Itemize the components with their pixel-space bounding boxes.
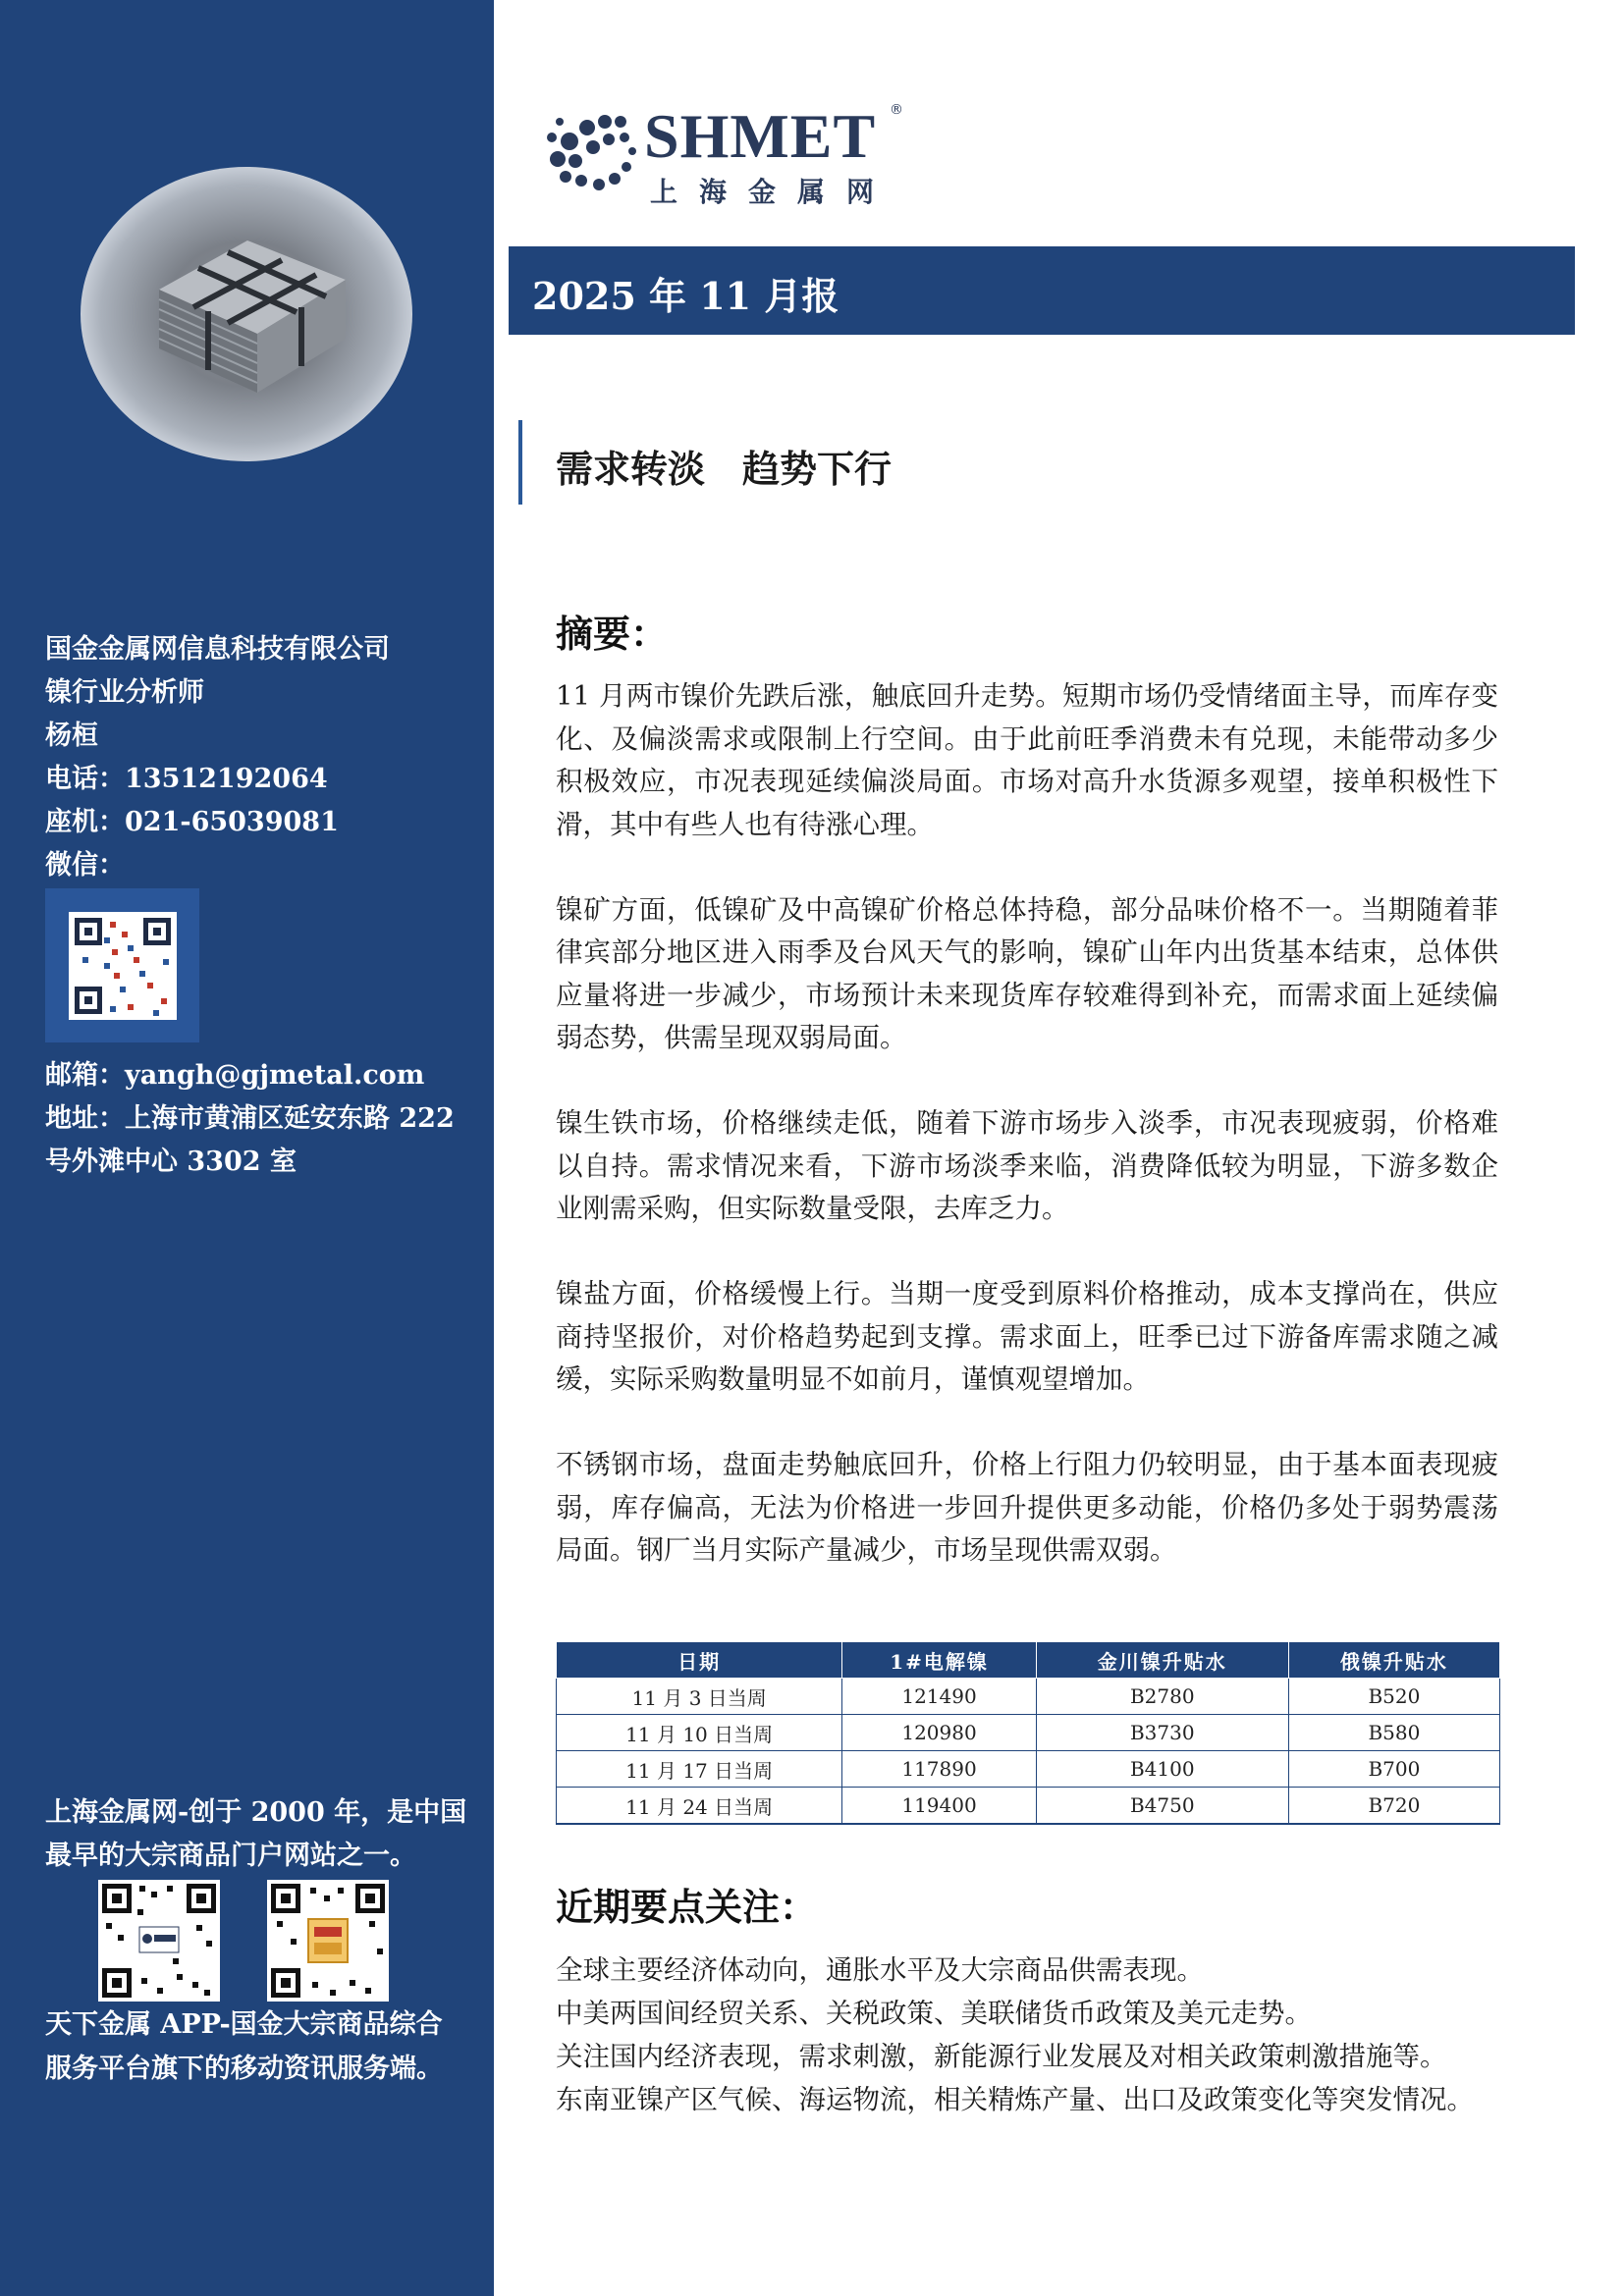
cell-jinchuan: B3730 [1036, 1715, 1288, 1751]
cell-russian: B720 [1288, 1788, 1499, 1825]
cell-jinchuan: B2780 [1036, 1679, 1288, 1715]
col-header-jinchuan-premium: 金川镍升贴水 [1036, 1642, 1288, 1679]
analyst-contact [45, 628, 467, 887]
col-header-russian-premium: 俄镍升贴水 [1288, 1642, 1499, 1679]
report-period-banner [509, 246, 1575, 335]
table-header-row [557, 1642, 1500, 1679]
registered-mark: ® [890, 102, 903, 118]
cell-price: 121490 [842, 1679, 1036, 1715]
phone: 电话：13512192064 [45, 764, 328, 794]
focus-heading: 近期要点关注： [556, 1885, 818, 1929]
report-period: 2025 年 11 月报 [532, 274, 839, 318]
nickel-plates-photo [81, 167, 412, 461]
wechat-qr-code [45, 888, 199, 1042]
abstract-heading: 摘要： [556, 612, 669, 656]
cell-jinchuan: B4100 [1036, 1751, 1288, 1788]
app-qr-code [267, 1880, 389, 2002]
cell-date: 11 月 3 日当周 [557, 1679, 842, 1715]
abstract-paragraph: 11 月两市镍价先跌后涨，触底回升走势。短期市场仍受情绪面主导，而库存变化、及偏淡需求或限制上行空间。由于此前旺季消费未有兑现，未能带动多少积极效应，市况表现延续偏淡局面。市场对高升水货源多观望，接单积极性下滑，其中有些人也有待涨心理。 [556, 680, 1498, 840]
shmet-logo [540, 98, 913, 206]
cell-price: 119400 [842, 1788, 1036, 1825]
wechat-label: 微信： [45, 850, 125, 881]
col-header-electrolytic-nickel: 1#电解镍 [842, 1642, 1036, 1679]
shmet-intro: 上海金属网-创于 2000 年，是中国最早的大宗商品门户网站之一。 [45, 1797, 467, 1871]
focus-item: 关注国内经济表现，需求刺激，新能源行业发展及对相关政策刺激措施等。 [556, 2041, 1447, 2072]
cell-date: 11 月 17 日当周 [557, 1751, 842, 1788]
analyst-name: 杨桓 [45, 721, 98, 751]
focus-item: 全球主要经济体动向，通胀水平及大宗商品供需表现。 [556, 1954, 1204, 1986]
table-row [557, 1751, 1500, 1788]
cell-date: 11 月 10 日当周 [557, 1715, 842, 1751]
cell-date: 11 月 24 日当周 [557, 1788, 842, 1825]
cell-russian: B580 [1288, 1715, 1499, 1751]
logo-wordmark: SHMET [644, 101, 877, 171]
nickel-price-table [556, 1641, 1500, 1825]
analyst-contact-2 [45, 1054, 467, 1184]
headline-accent-bar [518, 420, 522, 505]
cell-price: 117890 [842, 1751, 1036, 1788]
cell-jinchuan: B4750 [1036, 1788, 1288, 1825]
sidebar [0, 0, 494, 2296]
focus-list [556, 1949, 1518, 2121]
landline: 座机：021-65039081 [45, 807, 339, 837]
abstract-paragraph: 镍盐方面，价格缓慢上行。当期一度受到原料价格推动，成本支撑尚在，供应商持坚报价，对价格趋势起到支撑。需求面上，旺季已过下游备库需求随之减缓，实际采购数量明显不如前月，谨慎观望增加。 [556, 1278, 1498, 1395]
table-row [557, 1788, 1500, 1825]
abstract-paragraph: 镍矿方面，低镍矿及中高镍矿价格总体持稳，部分品味价格不一。当期随着菲律宾部分地区进入雨季及台风天气的影响，镍矿山年内出货基本结束，总体供应量将进一步减少，市场预计未来现货库存较难得到补充，而需求面上延续偏弱态势，供需呈现双弱局面。 [556, 893, 1498, 1053]
company-name: 国金金属网信息科技有限公司 [45, 634, 390, 665]
logo-chinese-name: 上海金属网 [650, 176, 896, 208]
address: 地址：上海市黄浦区延安东路 222 号外滩中心 3302 室 [45, 1103, 455, 1177]
col-header-date: 日期 [557, 1642, 842, 1679]
table-row [557, 1679, 1500, 1715]
shmet-qr-code [98, 1880, 220, 2002]
app-intro: 天下金属 APP-国金大宗商品综合服务平台旗下的移动资讯服务端。 [45, 2009, 443, 2084]
abstract-body [556, 675, 1498, 1615]
abstract-paragraph: 不锈钢市场，盘面走势触底回升，价格上行阻力仍较明显，由于基本面表现疲弱，库存偏高，无法为价格进一步回升提供更多动能，价格仍多处于弱势震荡局面。钢厂当月实际产量减少，市场呈现供需双弱。 [556, 1449, 1498, 1566]
cell-russian: B700 [1288, 1751, 1499, 1788]
focus-item: 中美两国间经贸关系、关税政策、美联储货币政策及美元走势。 [556, 1998, 1312, 2029]
analyst-role: 镍行业分析师 [45, 677, 204, 708]
abstract-paragraph: 镍生铁市场，价格继续走低，随着下游市场步入淡季，市况表现疲弱，价格难以自持。需求情况来看，下游市场淡季来临，消费降低较为明显，下游多数企业刚需采购，但实际数量受限，去库乏力。 [556, 1107, 1498, 1224]
shmet-logo-icon [540, 98, 643, 201]
cell-price: 120980 [842, 1715, 1036, 1751]
focus-item: 东南亚镍产区气候、海运物流，相关精炼产量、出口及政策变化等突发情况。 [556, 2084, 1474, 2115]
nickel-stack-image [139, 221, 355, 407]
email: 邮箱：yangh@gjmetal.com [45, 1060, 425, 1091]
report-headline: 需求转淡 趋势下行 [556, 447, 893, 491]
table-row [557, 1715, 1500, 1751]
cell-russian: B520 [1288, 1679, 1499, 1715]
